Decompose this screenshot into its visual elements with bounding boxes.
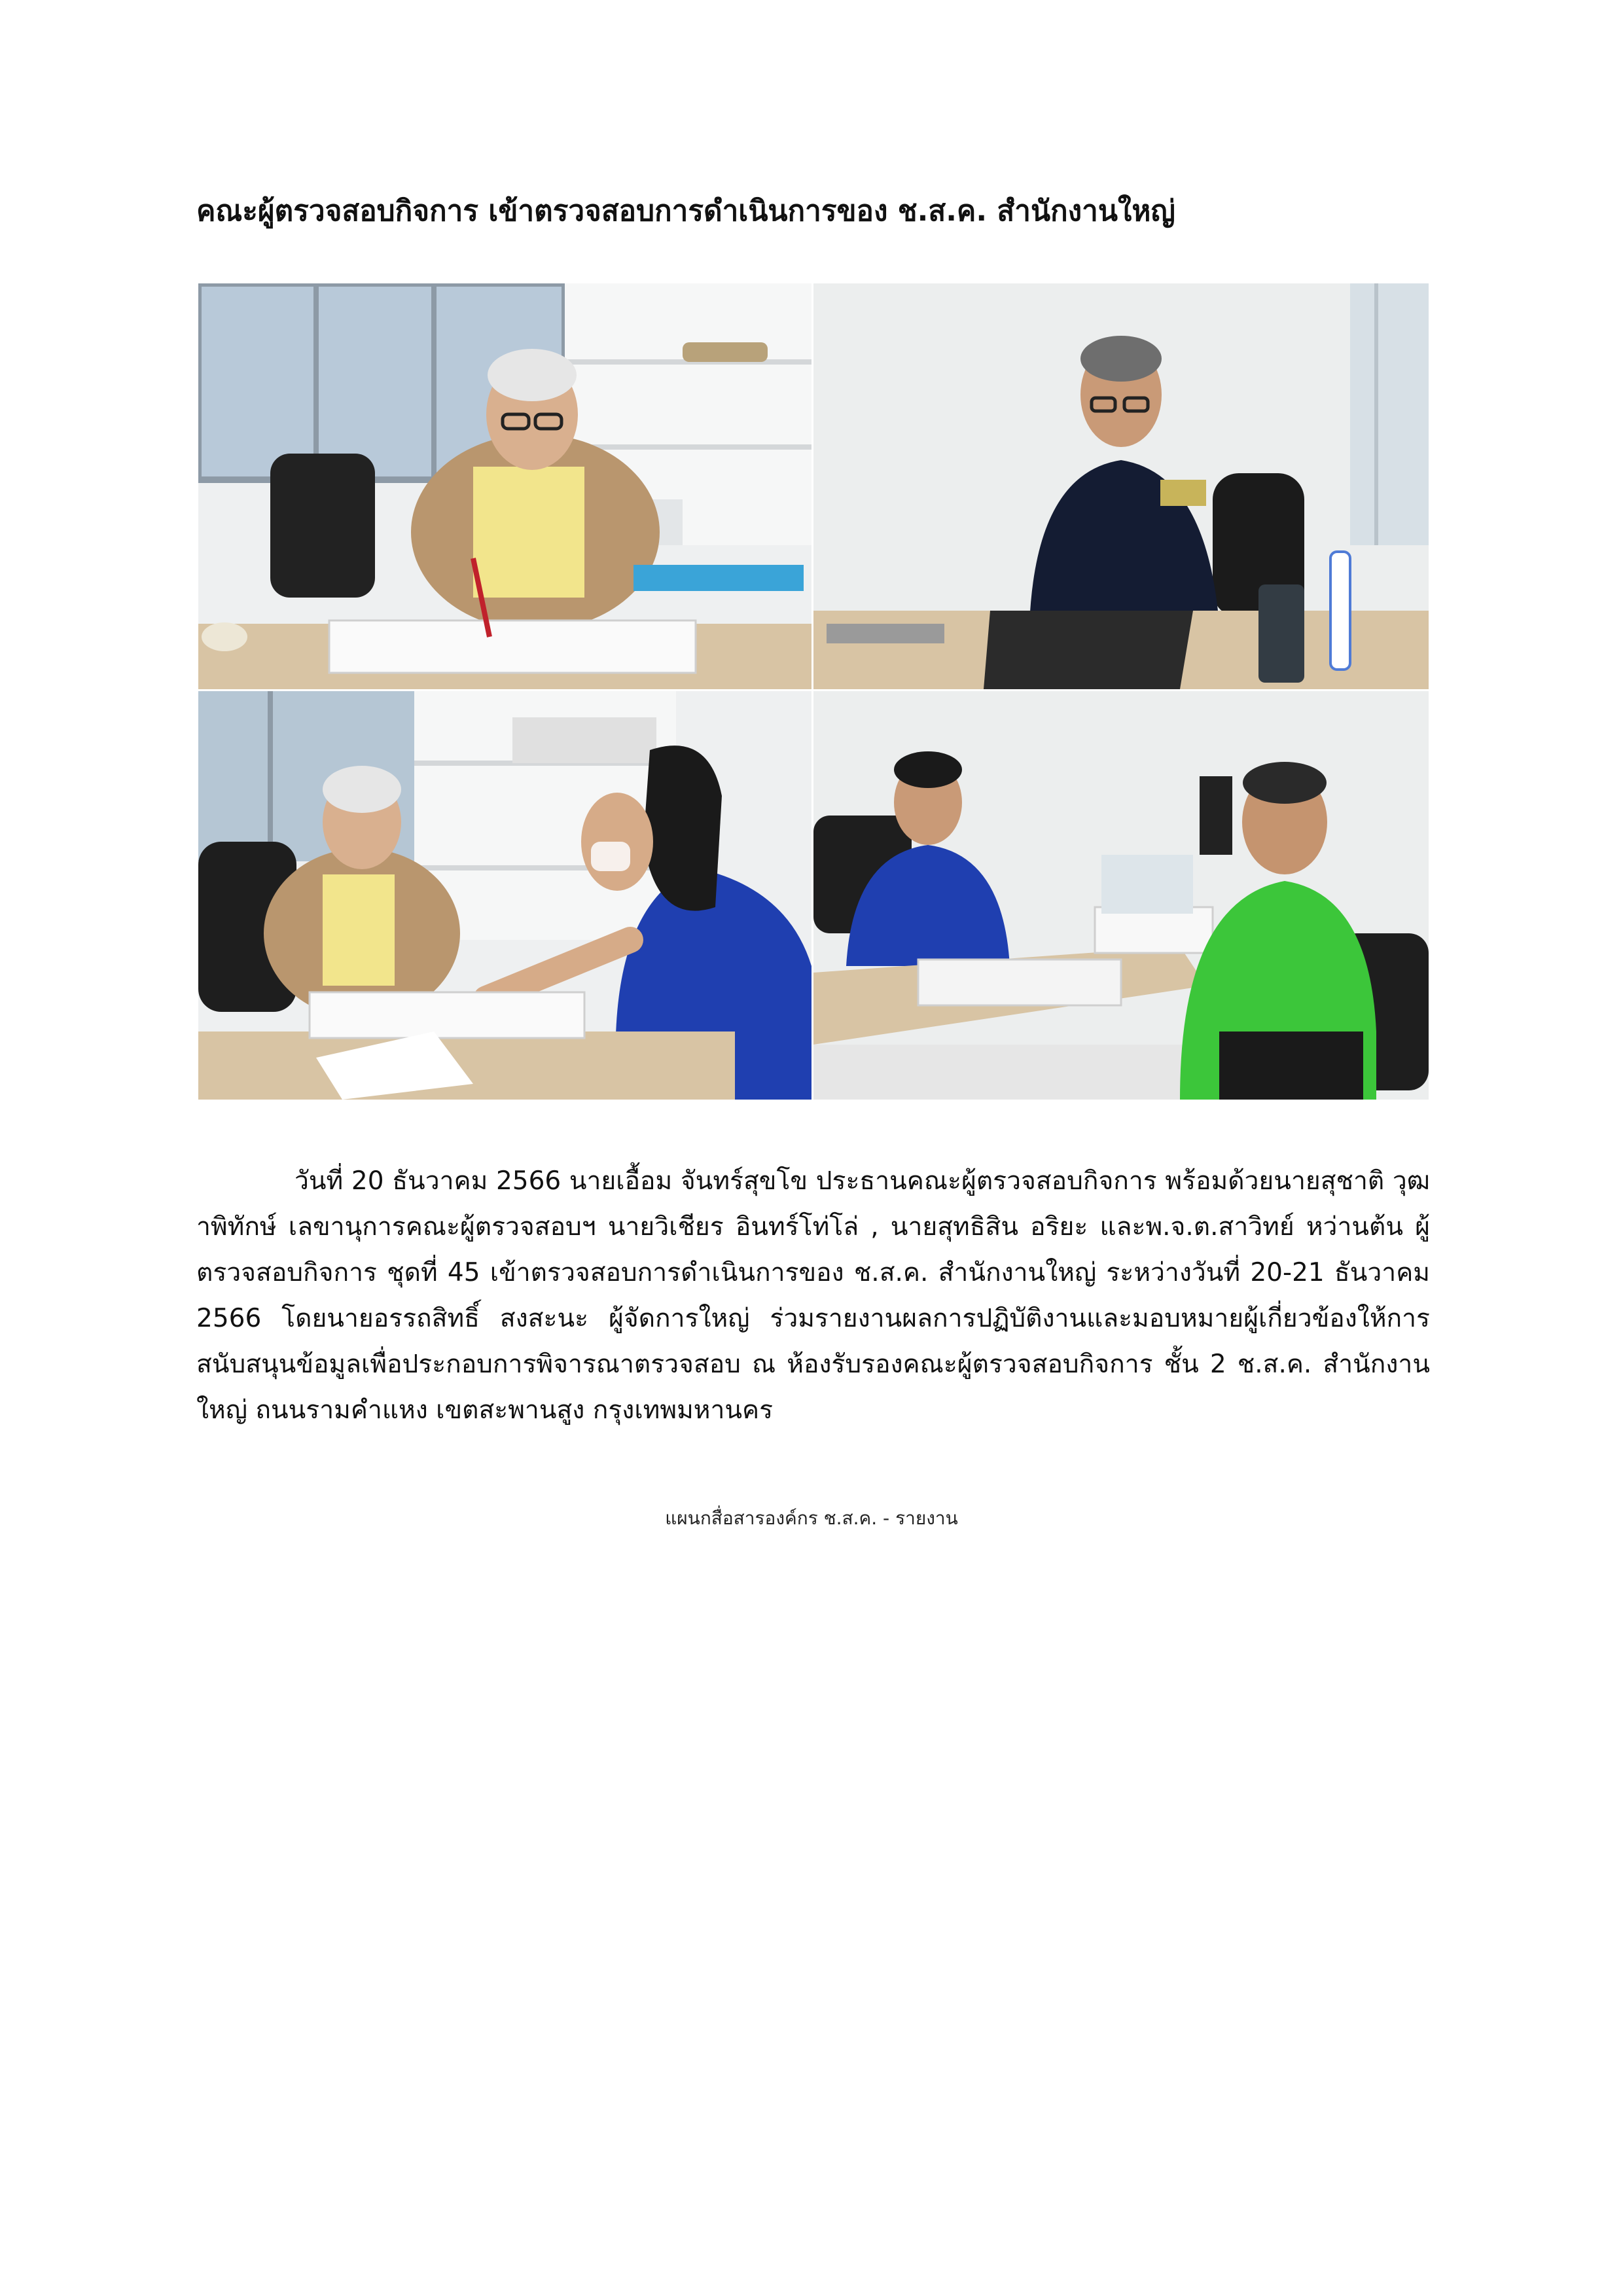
photo-man-with-laptop [813,283,1429,689]
body-paragraph: วันที่ 20 ธันวาคม 2566 นายเอื้อม จันทร์สุขโข ประธานคณะผู้ตรวจสอบกิจการ พร้อมด้วยนายสุชาติ วุฒาพิทักษ์ เลขานุการคณะผู้ตรวจสอบฯ นายวิเชียร อินทร์โท่โล่ , นายสุทธิสิน อริยะ และพ.จ.ต.สาวิทย์ หว่านต้น ผู้ตรวจสอบกิจการ ชุดที่ 45 เข้าตรวจสอบการดำเนินการของ ช.ส.ค. สำนักงานใหญ่ ระหว่างวันที่ 20-21 ธันวาคม 2566 โดยนายอรรถสิทธิ์ สงสะนะ ผู้จัดการใหญ่ ร่วมรายงานผลการปฏิบัติงานและมอบหมายผู้เกี่ยวข้องให้การสนับสนุนข้อมูลเพื่อประกอบการพิจารณาตรวจสอบ ณ ห้องรับรองคณะผู้ตรวจสอบกิจการ ชั้น 2 ช.ส.ค. สำนักงานใหญ่ ถนนรามคำแหง เขตสะพานสูง กรุงเทพมหานคร [196,1166,1430,1425]
photo-collage [198,283,1429,1100]
page-title: คณะผู้ตรวจสอบกิจการ เข้าตรวจสอบการดำเนินการของ ช.ส.ค. สำนักงานใหญ่ [196,194,1175,228]
photo-elderly-man-writing [198,283,812,689]
photo-staff-assisting [198,691,812,1100]
photo-two-men-seated [813,691,1429,1100]
footer-credit: แผนกสื่อสารองค์กร ช.ส.ค. - รายงาน [665,1507,958,1529]
